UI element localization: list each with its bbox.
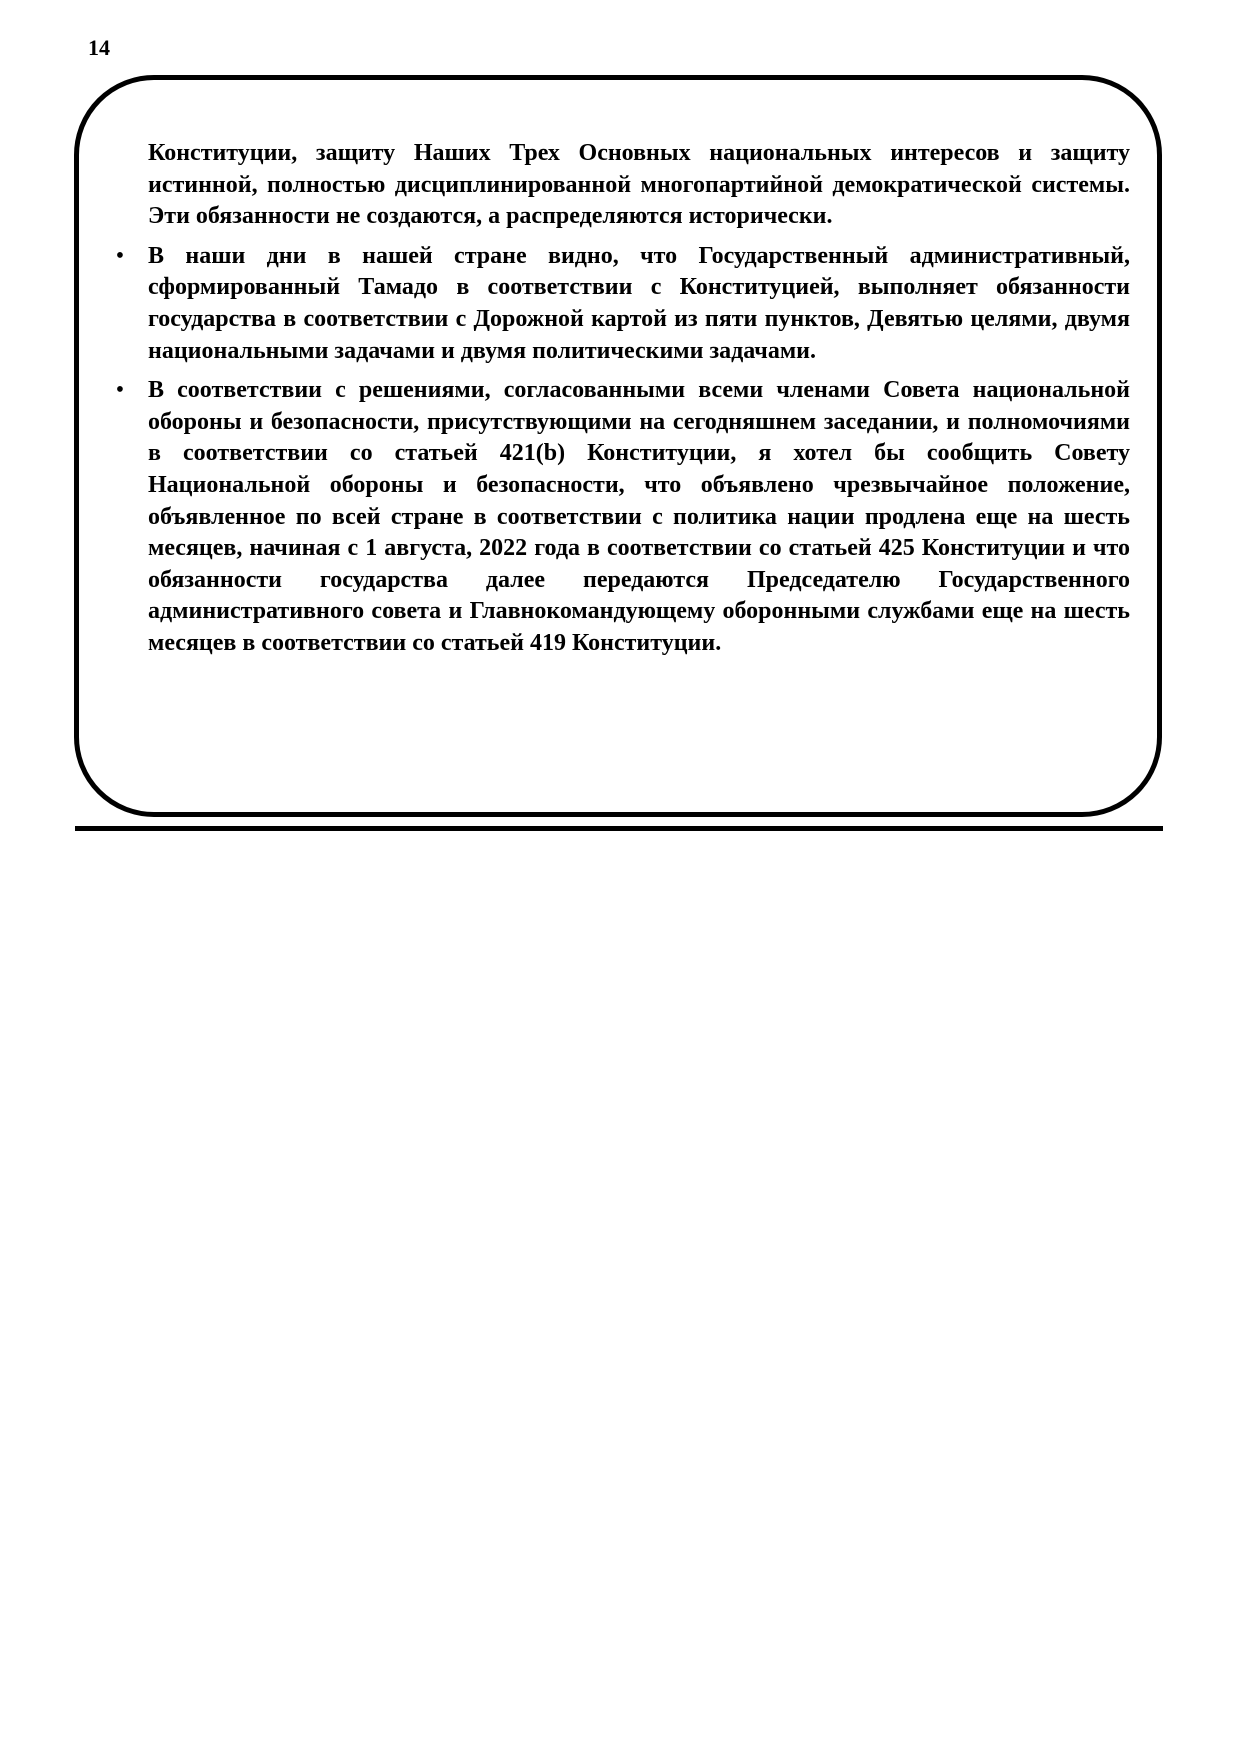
bullet-text-1: В наши дни в нашей стране видно, что Государственный административный, сформированный Тамадо в соответствии с Конституцией, выполняет обязанности государства в соответствии с Дорожной картой из пяти пунктов, Девятью целями, двумя национальными задачами и двумя политическими задачами. <box>148 242 1130 364</box>
bottom-divider <box>75 826 1163 831</box>
bullet-icon: • <box>115 377 125 404</box>
bullet-paragraph-1 <box>115 241 1130 367</box>
intro-paragraph: Конституции, защиту Наших Трех Основных национальных интересов и защиту истинной, полностью дисциплинированной многопартийной демократической системы. Эти обязанности не создаются, а распределяются исторически. <box>148 140 1130 230</box>
bullet-paragraph-2 <box>115 375 1130 659</box>
content-body <box>115 138 1130 668</box>
bullet-text-2: В соответствии с решениями, согласованными всеми членами Совета национальной обороны и безопасности, присутствующими на сегодняшнем заседании, и полномочиями в соответствии со статьей 421(b) Конституции, я хотел бы сообщить Совету Национальной обороны и безопасности, что объявлено чрезвычайное положение, объявленное по всей стране в соответствии с политика нации продлена еще на шесть месяцев, начиная с 1 августа, 2022 года в соответствии со статьей 425 Конституции и что обязанности государства далее передаются Председателю Государственного административного совета и Главнокомандующему оборонными службами еще на шесть месяцев в соответствии со статьей 419 Конституции. <box>148 377 1130 656</box>
bullet-icon: • <box>115 242 125 269</box>
page-number: 14 <box>88 35 110 60</box>
